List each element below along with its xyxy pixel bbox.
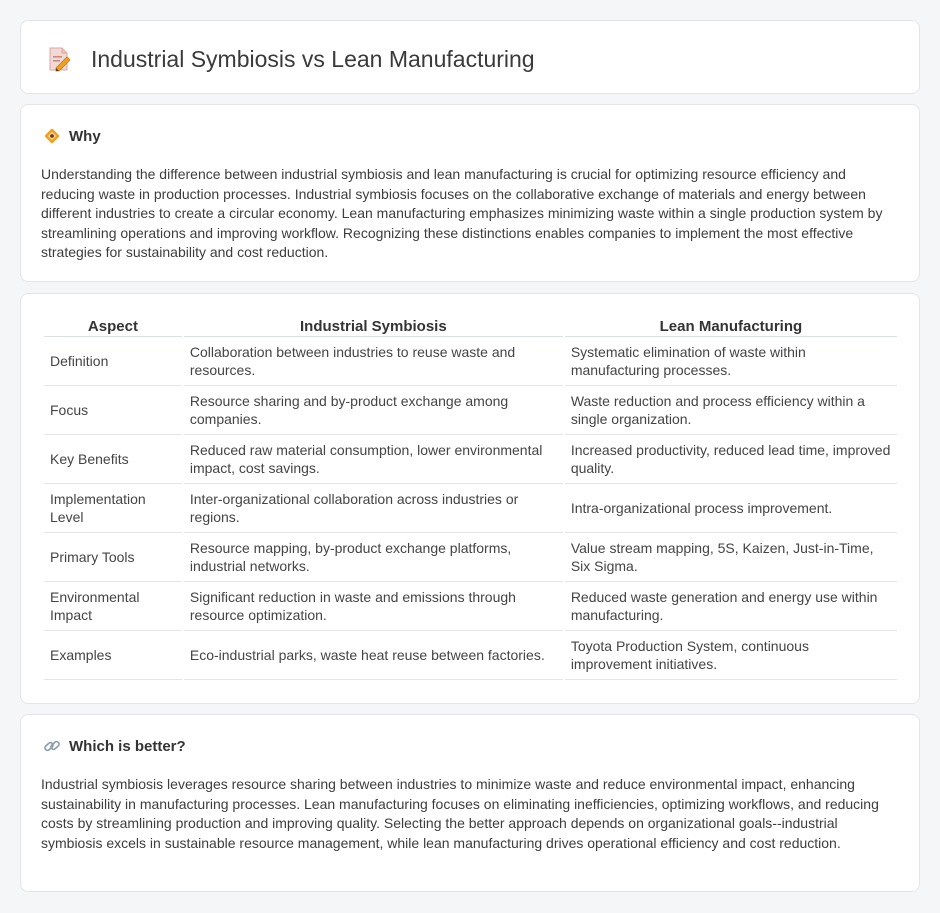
link-icon: [43, 737, 61, 755]
title-row: [47, 45, 535, 73]
symbiosis-cell: Reduced raw material consumption, lower environmental impact, cost savings.: [184, 435, 563, 484]
diamond-sign-icon: [43, 127, 61, 145]
table-row: [44, 337, 897, 386]
which-is-better-section: [20, 714, 920, 892]
why-title: Why: [69, 127, 101, 145]
aspect-cell: Primary Tools: [44, 533, 182, 582]
header-industrial-symbiosis: Industrial Symbiosis: [184, 315, 563, 337]
aspect-cell: Environmental Impact: [44, 582, 182, 631]
why-section: [20, 104, 920, 282]
aspect-cell: Definition: [44, 337, 182, 386]
why-text: Understanding the difference between industrial symbiosis and lean manufacturing is crucial for optimizing resource efficiency and reducing waste in production processes. Industrial symbiosis focuses on the collaborative exchange of materials and energy between different industries to create a circular economy. Lean manufacturing emphasizes minimizing waste within a single production system by streamlining operations and improving workflow. Recognizing these distinctions enables companies to implement the most effective strategies for sustainability and cost reduction.: [41, 166, 883, 261]
header-aspect: Aspect: [44, 315, 182, 337]
comparison-table: [42, 315, 899, 680]
aspect-cell: Key Benefits: [44, 435, 182, 484]
lean-cell: Toyota Production System, continuous improvement initiatives.: [565, 631, 897, 680]
table-row: [44, 533, 897, 582]
table-row: [44, 631, 897, 680]
aspect-cell: Focus: [44, 386, 182, 435]
table-header-row: [44, 315, 897, 337]
better-title: Which is better?: [69, 737, 186, 755]
symbiosis-cell: Collaboration between industries to reuse waste and resources.: [184, 337, 563, 386]
why-heading: [43, 127, 101, 145]
better-heading: [43, 737, 186, 755]
lean-cell: Increased productivity, reduced lead time, improved quality.: [565, 435, 897, 484]
aspect-cell: Implementation Level: [44, 484, 182, 533]
comparison-section: [20, 293, 920, 704]
lean-cell: Value stream mapping, 5S, Kaizen, Just-in-Time, Six Sigma.: [565, 533, 897, 582]
symbiosis-cell: Resource sharing and by-product exchange among companies.: [184, 386, 563, 435]
table-row: [44, 435, 897, 484]
document-pencil-icon: [47, 46, 71, 72]
aspect-cell: Examples: [44, 631, 182, 680]
symbiosis-cell: Significant reduction in waste and emissions through resource optimization.: [184, 582, 563, 631]
lean-cell: Intra-organizational process improvement.: [565, 484, 897, 533]
symbiosis-cell: Resource mapping, by-product exchange platforms, industrial networks.: [184, 533, 563, 582]
symbiosis-cell: Inter-organizational collaboration across industries or regions.: [184, 484, 563, 533]
table-row: [44, 582, 897, 631]
better-text: Industrial symbiosis leverages resource sharing between industries to minimize waste and reduce environmental impact, enhancing sustainability in manufacturing processes. Lean manufacturing focuses on eliminating inefficiencies, optimizing workflows, and reducing costs by streamlining production and improving quality. Selecting the better approach depends on organizational goals--industrial symbiosis excels in sustainable resource management, while lean manufacturing drives operational efficiency and cost reduction.: [41, 776, 879, 851]
symbiosis-cell: Eco-industrial parks, waste heat reuse between factories.: [184, 631, 563, 680]
lean-cell: Waste reduction and process efficiency within a single organization.: [565, 386, 897, 435]
table-row: [44, 386, 897, 435]
lean-cell: Reduced waste generation and energy use within manufacturing.: [565, 582, 897, 631]
page-title: Industrial Symbiosis vs Lean Manufacturing: [91, 46, 535, 72]
title-card: [20, 20, 920, 94]
lean-cell: Systematic elimination of waste within manufacturing processes.: [565, 337, 897, 386]
table-row: [44, 484, 897, 533]
header-lean-manufacturing: Lean Manufacturing: [565, 315, 897, 337]
